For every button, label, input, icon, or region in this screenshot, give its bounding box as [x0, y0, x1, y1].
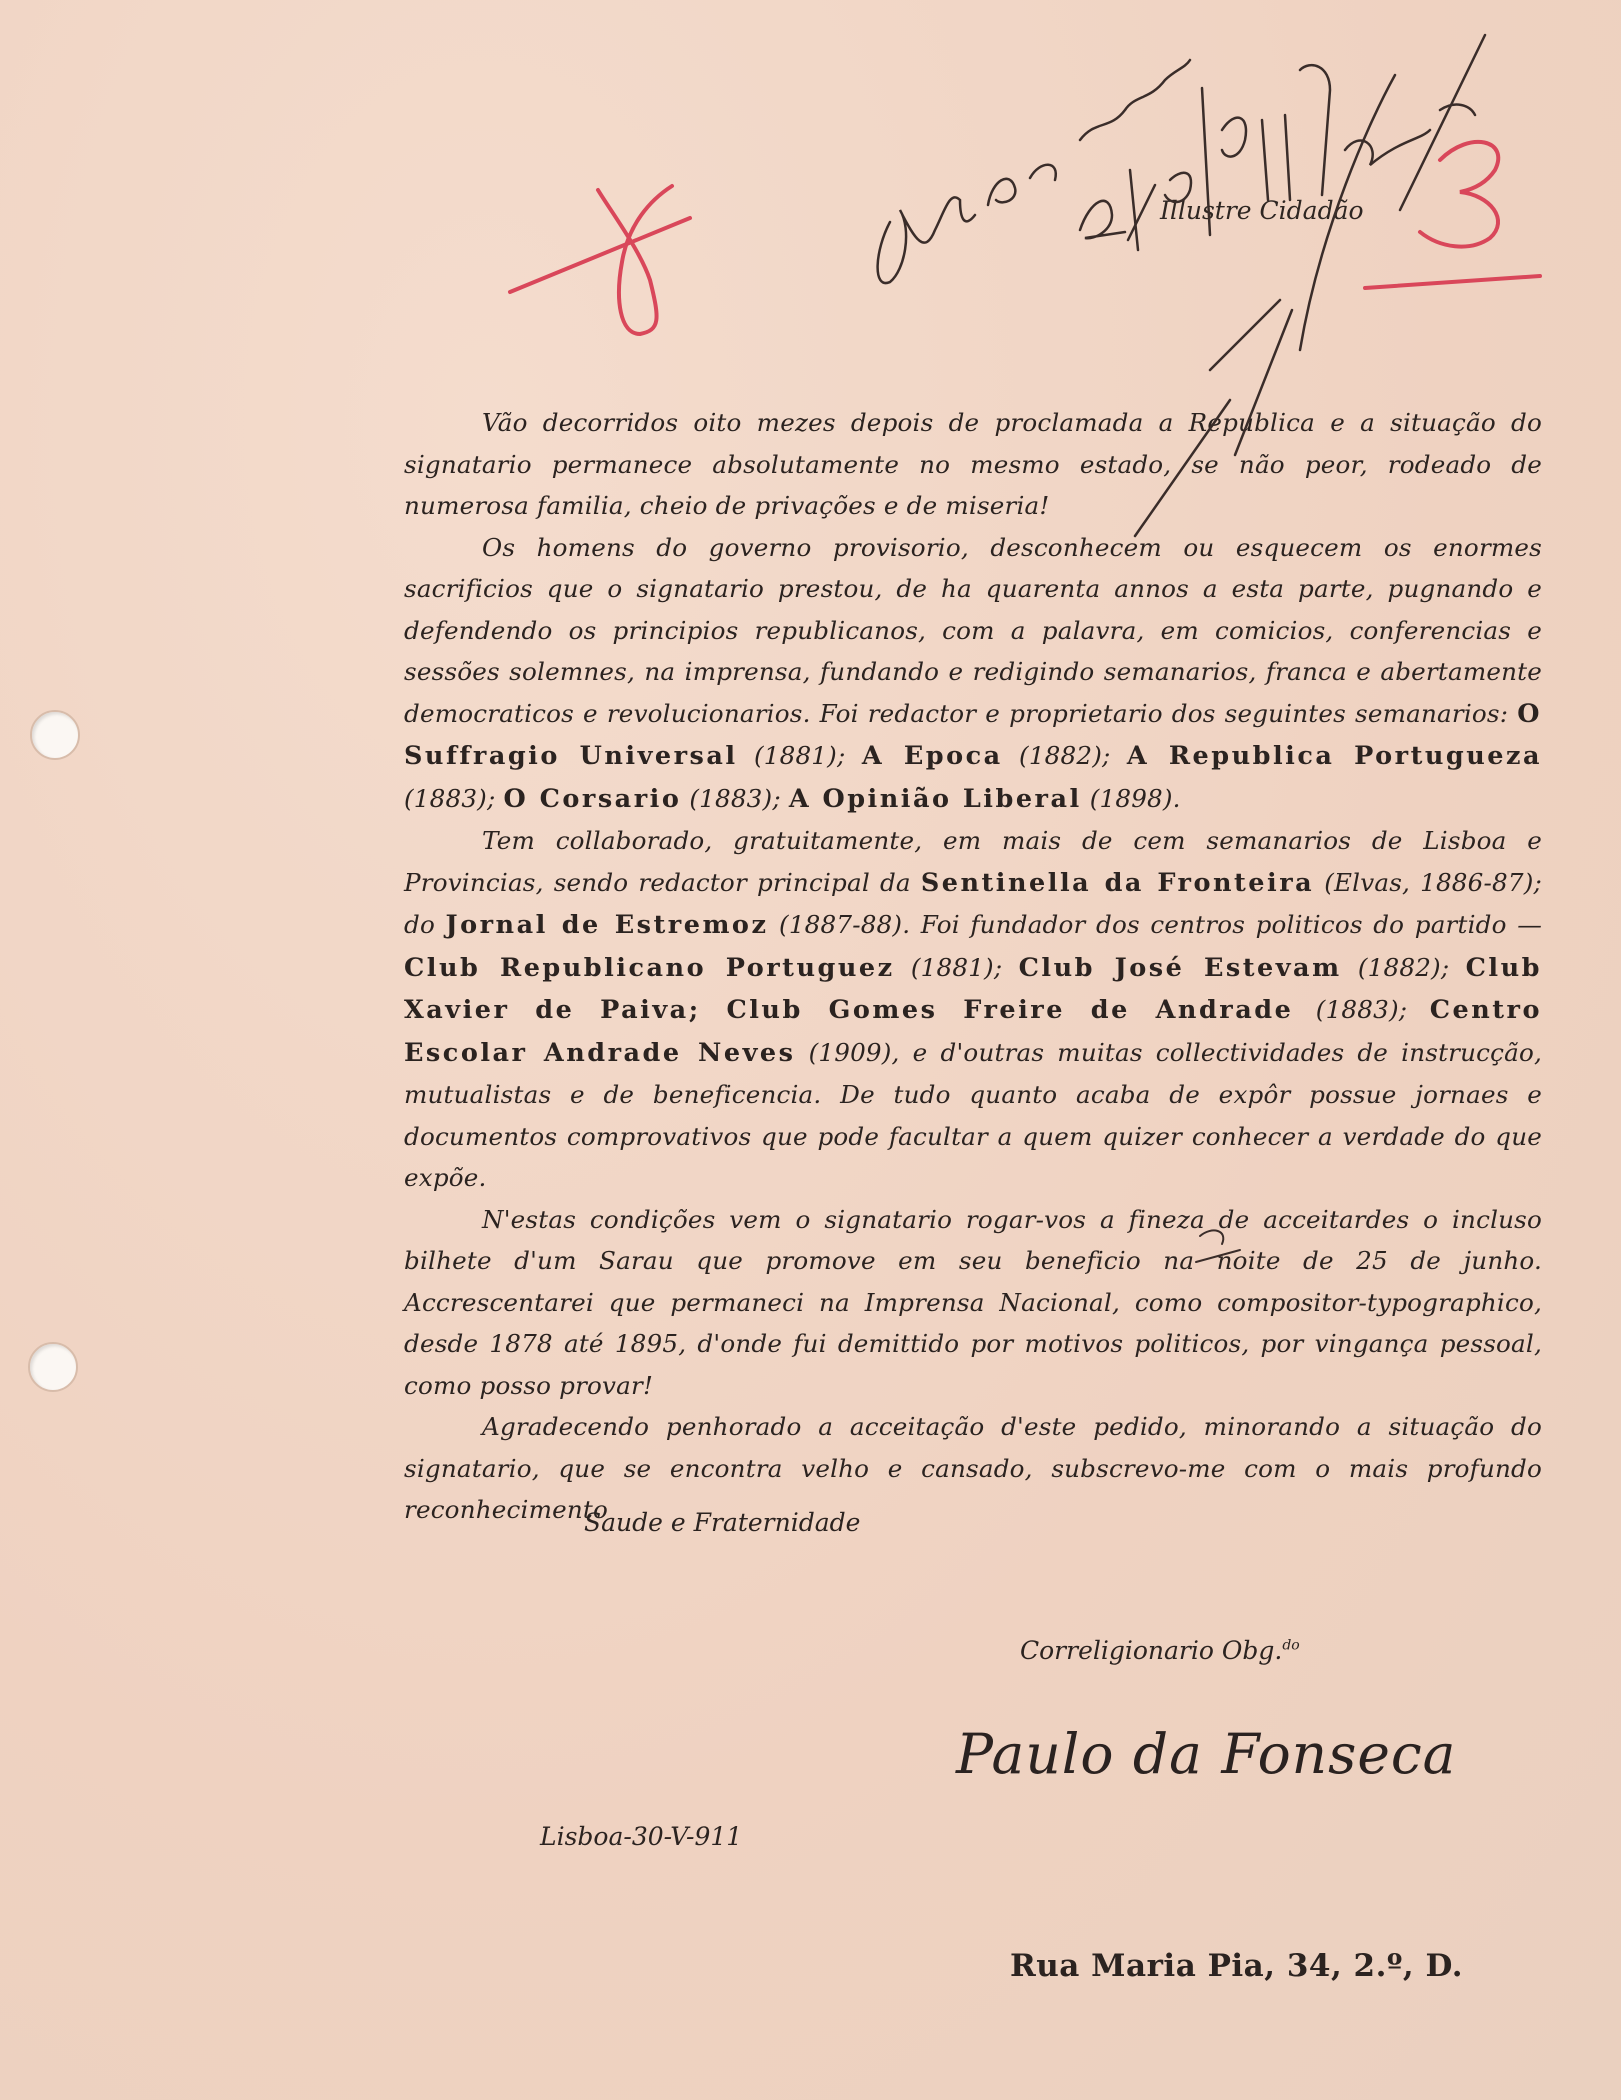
- place-date: Lisboa-30-V-911: [540, 1822, 743, 1851]
- publication-name: A Epoca: [861, 741, 1003, 771]
- paragraph-text: (1883);: [404, 783, 504, 813]
- paragraph-text: (1882);: [1002, 741, 1127, 770]
- publication-name: O Suffragio Universal: [404, 698, 1542, 771]
- paragraph-text: (1883);: [681, 783, 789, 813]
- greeting: Illustre Cidadão: [1160, 196, 1364, 225]
- red-pencil-mark-right: [1365, 142, 1540, 288]
- publication-name: A Republica Portugueza: [1126, 741, 1542, 771]
- signature: Paulo da Fonseca: [956, 1722, 1457, 1786]
- paragraph-text: Agradecendo penhorado a acceitação d'este pedido, minorando a situação do signatario, que se encontra velho e cansado, subscrevo-me com o mais profundo reconhecimento: [404, 1412, 1542, 1524]
- publication-name: Club José Estevam: [1018, 952, 1342, 983]
- paragraph-text: (1909), e d'outras muitas collectividades de instrucção, mutualistas e de beneficencia. De tudo quanto acaba de expôr possue jornaes e documentos comprovativos que pode facultar a quem quizer conhecer a verdade do que expõe.: [404, 1037, 1542, 1192]
- publication-name: Centro Escolar Andrade Neves: [404, 995, 1542, 1068]
- paragraph-text: Os homens do governo provisorio, desconhecem ou esquecem os enormes sacrificios que o signatario prestou, de ha quarenta annos a esta parte, pugnando e defendendo os principios republicanos, com a palavra, em comicios, conferencias e sessões solemnes, na imprensa, fundando e redigindo semanarios, franca e abertamente democraticos e revolucionarios. Foi redactor e proprietario dos seguintes semanarios:: [404, 532, 1542, 728]
- paragraph-text: (1881);: [737, 741, 862, 770]
- paragraph-text: Tem collaborado, gratuitamente, em mais de cem semanarios de Lisboa e Provincias, sendo redactor principal da: [404, 826, 1542, 897]
- publication-name: O Corsario: [503, 783, 682, 814]
- paragraph-text: N'estas condições vem o signatario rogar-vos a fineza de acceitardes o incluso bilhete d'um Sarau que promove em seu beneficio na noite de 25 de junho. Accrescentarei que permaneci na Imprensa Nacional, como compositor-typographico, desde 1878 até 1895, d'onde fui demittido por motivos politicos, por vingança pessoal, como posso provar!: [404, 1204, 1542, 1400]
- paragraph-text: (Elvas, 1886-87); do: [404, 867, 1542, 939]
- correligionario-text: Correligionario Obg.: [1020, 1636, 1283, 1665]
- paragraph-text: (1882);: [1341, 952, 1466, 982]
- paragraph-text: (1898).: [1081, 783, 1181, 813]
- paragraph-text: Vão decorridos oito mezes depois de proclamada a Republica e a situação do signatario permanece absolutamente no mesmo estado, se não peor, rodeado de numerosa familia, cheio de privações e de miseria!: [404, 408, 1542, 520]
- publication-name: Jornal de Estremoz: [445, 910, 769, 940]
- publication-name: A Opinião Liberal: [788, 783, 1082, 814]
- date-correction: [1196, 1230, 1240, 1262]
- paragraph-text: (1887-88). Foi fundador dos centros politicos do partido —: [768, 910, 1542, 939]
- address: Rua Maria Pia, 34, 2.º, D.: [1010, 1948, 1464, 1984]
- closing: Saude e Fraternidade: [584, 1508, 861, 1537]
- publication-name: Club Republicano Portuguez: [404, 952, 895, 983]
- red-pencil-mark-left: [510, 186, 690, 334]
- publication-name: Club Xavier de Paiva; Club Gomes Freire de Andrade: [404, 952, 1542, 1025]
- correligionario-sup: do: [1282, 1637, 1300, 1654]
- paragraph-text: (1881);: [894, 952, 1019, 982]
- paragraph-text: (1883);: [1293, 995, 1430, 1024]
- publication-name: Sentinella da Fronteira: [920, 867, 1315, 898]
